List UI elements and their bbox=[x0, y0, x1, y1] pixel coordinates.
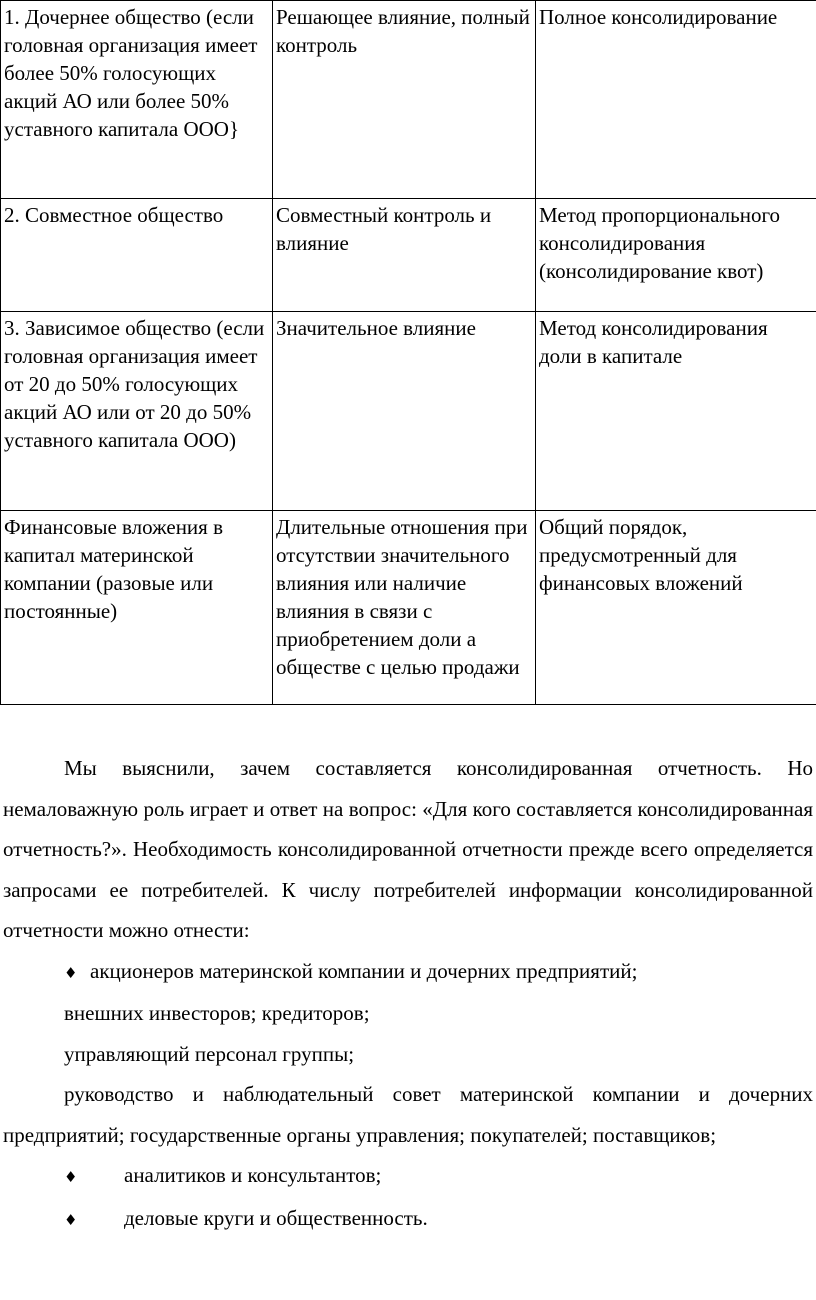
list-item bbox=[3, 951, 813, 994]
list-item: внешних инвесторов; кредиторов; bbox=[64, 1001, 370, 1025]
table-cell: 1. Дочернее общество (если головная организация имеет более 50% голосующих акций АО или более 50% уставного капитала ООО} bbox=[1, 1, 273, 199]
table-cell: Длительные отношения при отсутствии значительного влияния или наличие влияния в связи с приобретением доли а обществе с целью продажи bbox=[273, 511, 536, 705]
table-cell: Общий порядок, предусмотренный для финансовых вложений bbox=[536, 511, 816, 705]
diamond-bullet-icon: ♦ bbox=[64, 1210, 78, 1229]
table-row bbox=[1, 199, 816, 312]
list-item bbox=[3, 1198, 813, 1241]
list-item-text: аналитиков и консультантов; bbox=[124, 1163, 382, 1187]
table-cell: Финансовые вложения в капитал материнской компании (разовые или постоянные) bbox=[1, 511, 273, 705]
diamond-bullet-icon: ♦ bbox=[64, 963, 78, 982]
table-cell: Метод консолидирования доли в капитале bbox=[536, 312, 816, 511]
table-cell: Совместный контроль и влияние bbox=[273, 199, 536, 312]
table-cell: Полное консолидирование bbox=[536, 1, 816, 199]
diamond-bullet-icon: ♦ bbox=[64, 1168, 78, 1186]
list-item-text: деловые круги и общественность. bbox=[124, 1205, 428, 1230]
list-item bbox=[3, 1155, 813, 1198]
table-cell: Метод пропорционального консолидирования (консолидирование квот) bbox=[536, 199, 816, 312]
table-row bbox=[1, 511, 816, 705]
list-item: управляющий персонал группы; bbox=[64, 1041, 355, 1066]
table-cell: Значительное влияние bbox=[273, 312, 536, 511]
paragraph: Мы выяснили, зачем составляется консолидированная отчетность. Но немаловажную роль играет и ответ на вопрос: «Для кого составляется консолидированная отчетность?». Необходимость консолидированной отчетности прежде всего определяется запросами ее потребителей. К числу потребителей информации консолидированной отчетности можно отнести: bbox=[3, 756, 813, 942]
table-cell: 3. Зависимое общество (если головная организация имеет от 20 до 50% голосующих акций АО или от 20 до 50% уставного капитала ООО) bbox=[1, 312, 273, 511]
table-row bbox=[1, 1, 816, 199]
table-cell: Решающее влияние, полный контроль bbox=[273, 1, 536, 199]
list-item-text: акционеров материнской компании и дочерних предприятий; bbox=[90, 958, 638, 983]
body-text bbox=[3, 748, 813, 1240]
paragraph: руководство и наблюдательный совет материнской компании и дочерних предприятий; государственные органы управления; покупателей; поставщиков; bbox=[3, 1082, 813, 1147]
table-row bbox=[1, 312, 816, 511]
table-cell: 2. Совместное общество bbox=[1, 199, 273, 312]
